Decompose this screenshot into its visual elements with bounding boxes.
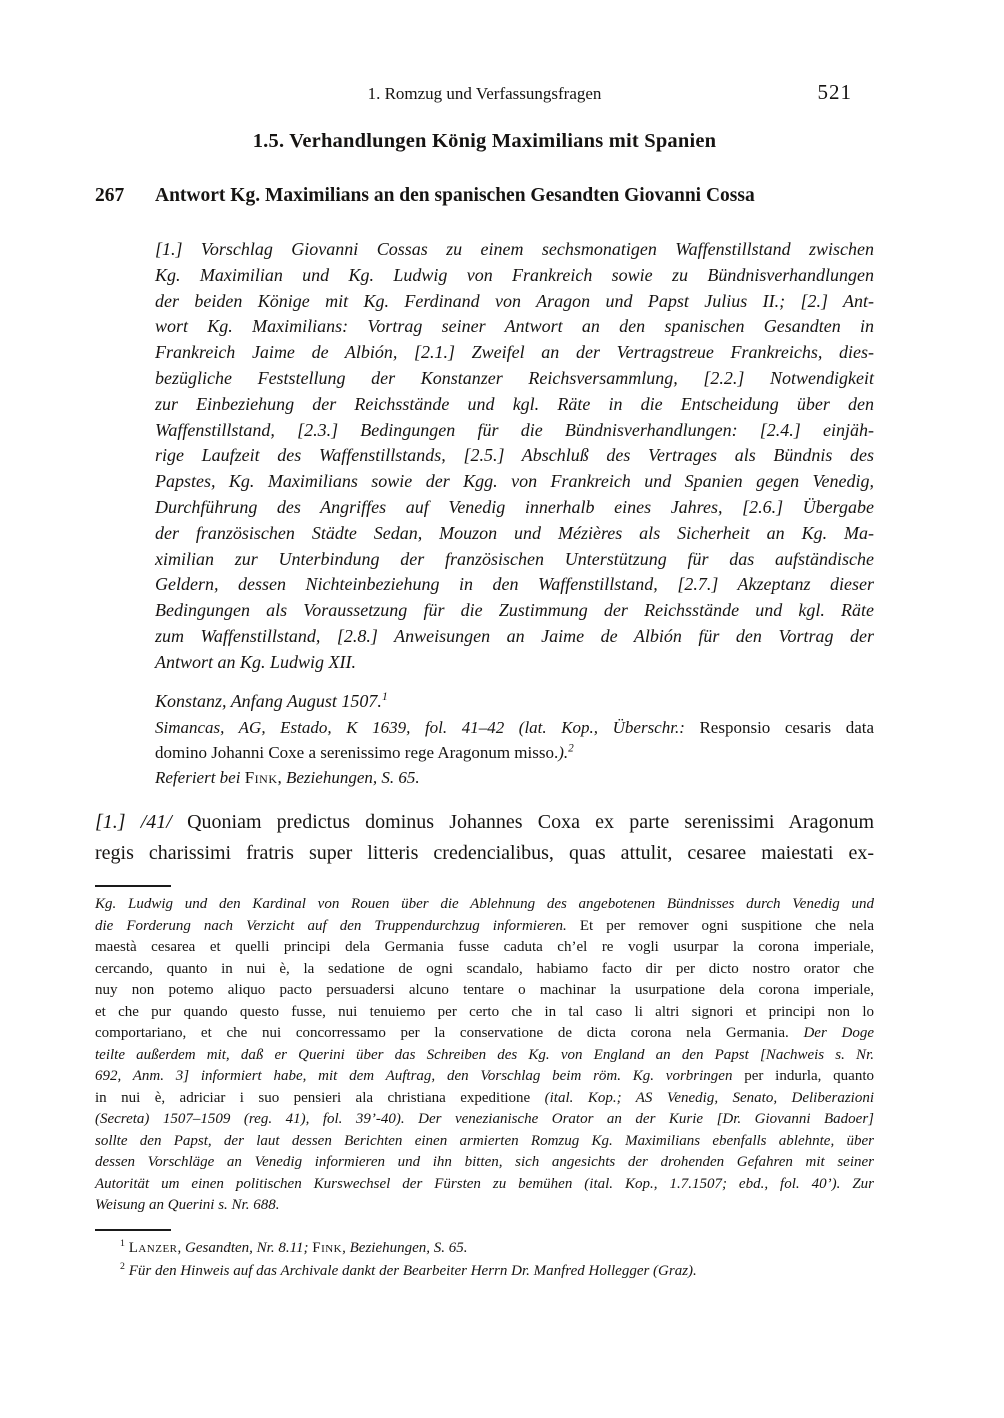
footnote-line	[95, 1109, 874, 1131]
text-run: Für den Hinweis auf das Archivale dankt der Bearbeiter Herrn Dr. Manfred Hollegger (Graz).	[128, 1262, 697, 1279]
text-run: bezügliche Feststellung der Konstanzer Reichsversammlung, [2.2.] Notwendigkeit	[155, 367, 874, 388]
text-run: Kg. Maximilian und Kg. Ludwig von Frankreich sowie zu Bündnisverhandlungen	[155, 264, 874, 285]
archive-reference	[155, 715, 874, 791]
running-header-row	[95, 80, 874, 110]
text-run: dessen Vorschläge an Venedig informieren und ihn bitten, sich angesichts der drohenden Gefahren mit seiner	[95, 1154, 874, 1171]
text-run: Referiert bei	[155, 767, 245, 787]
footnote-line	[95, 959, 874, 981]
footnote-separator	[95, 885, 171, 887]
text-run: ,	[342, 1239, 350, 1256]
summary-line	[155, 392, 874, 418]
summary-line	[155, 366, 874, 392]
text-run: Antwort an Kg. Ludwig XII.	[155, 651, 357, 672]
summary-line	[155, 289, 874, 315]
summary-line	[155, 263, 874, 289]
running-header: 1. Romzug und Verfassungsfragen	[367, 84, 602, 103]
text-run: die Forderung nach Verzicht auf den Truppendurchzug informieren.	[95, 917, 580, 934]
text-run: Kg. Ludwig und den Kardinal von Rouen über die Ablehnung des angebotenen Bündnisses durch Venedig und	[95, 896, 874, 913]
footnote-entry	[120, 1237, 874, 1260]
text-run: der französischen Städte Sedan, Mouzon und Mézières als Sicherheit an Kg. Ma-	[155, 522, 874, 543]
summary-line	[155, 547, 874, 573]
text-run: Durchführung des Angriffes auf Venedig innerhalb eines Jahres, [2.6.] Übergabe	[155, 496, 874, 517]
text-run: Autorität um einen politischen Kurswechsel der Fürsten zu bemühen (ital. Kop., 1.7.1507; ebd., fol. 40’). Zur	[95, 1175, 874, 1192]
section-heading: 1.5. Verhandlungen König Maximilians mit Spanien	[252, 130, 717, 152]
document-title: Antwort Kg. Maximilians an den spanischen Gesandten Giovanni Cossa	[155, 185, 755, 206]
footnote-line	[95, 1023, 874, 1045]
summary-line	[155, 650, 874, 676]
text-run: (Secreta) 1507–1509 (reg. 41), fol. 39’-40). Der venezianische Orator an der Kurie [Dr. Giovanni Badoer]	[95, 1111, 874, 1128]
text-run: [1.] /41/	[95, 811, 188, 834]
text-run: Responsio cesaris data	[699, 717, 875, 737]
text-run: nuy non potemo aliquo pacto persuadersi alcuno tentare o machinar la usurpatione dela corona imperiale,	[95, 982, 874, 999]
text-run: (ital. Kop.; AS Venedig, Senato, Deliberazioni	[544, 1089, 874, 1106]
text-run: der beiden Könige mit Kg. Ferdinand von Aragon und Papst Julius II.; [2.] Ant-	[155, 290, 874, 311]
text-run: domino Johanni Coxe a serenissimo rege Aragonum misso.	[155, 742, 559, 762]
text-run: 2	[568, 742, 574, 755]
summary-line	[155, 237, 874, 263]
archive-line	[155, 740, 874, 765]
date-line	[155, 689, 874, 714]
text-run: ,	[277, 767, 286, 787]
text-run: Papstes, Kg. Maximilians sowie der Kgg. von Frankreich und Spanien gegen Venedig,	[155, 471, 874, 492]
text-run: Konstanz, Anfang August 1507.	[155, 690, 382, 711]
main-text-line	[95, 807, 874, 838]
main-text-line	[95, 838, 874, 869]
summary-line	[155, 521, 874, 547]
text-run: Frankreich Jaime de Albión, [2.1.] Zweifel an der Vertragstreue Frankreichs, dies-	[155, 342, 874, 363]
text-run: sollte den Papst, der laut dessen Berichten einen armierten Romzug Kg. Maximilians ebenfalls ablehnte, über	[95, 1132, 874, 1149]
footnote-line	[95, 1195, 874, 1217]
numbered-footnotes	[95, 1237, 874, 1283]
footnote-line	[95, 1152, 874, 1174]
footnote-line	[95, 980, 874, 1002]
text-run: rige Laufzeit des Waffenstillstands, [2.5.] Abschluß des Vertrages als Bündnis des	[155, 445, 874, 466]
summary-line	[155, 572, 874, 598]
text-run: regis charissimi fratris super litteris credencialibus, quas attulit, cesaree maiestati ex-	[95, 842, 874, 865]
summary-line	[155, 469, 874, 495]
text-run: Bedingungen als Voraussetzung für die Zustimmung der Reichsstände und kgl. Räte	[155, 600, 874, 621]
summary-line	[155, 418, 874, 444]
text-run: comportariano, et che nui concorressamo per la conservatione de dicta corona nela Germania.	[95, 1025, 804, 1042]
text-run: Geldern, dessen Nichteinbeziehung in den Waffenstillstand, [2.7.] Akzeptanz dieser	[155, 574, 874, 595]
text-run: per indurla, quanto	[744, 1068, 874, 1085]
document-heading	[95, 184, 874, 208]
footnote-line	[95, 1131, 874, 1153]
footnote-line	[95, 894, 874, 916]
text-run: 1	[381, 688, 388, 703]
text-run: ,	[177, 1239, 186, 1256]
summary-paragraph	[155, 237, 874, 676]
text-run: Waffenstillstand, [2.3.] Bedingungen für die Bündnisverhandlungen: [2.4.] einjäh-	[155, 419, 874, 440]
text-run: et che pur quando questo fusse, nui tenuiemo per certo che in tal caso li altri signori et principi non lo	[95, 1003, 874, 1020]
text-run: zum Waffenstillstand, [2.8.] Anweisungen an Jaime de Albión für den Vortrag der	[155, 625, 874, 646]
text-run: Gesandten, Nr. 8.11;	[185, 1239, 313, 1256]
text-run: teilte außerdem mit, daß er Querini über das Schreiben des Kg. von England an den Papst [Nachweis s. Nr.	[95, 1046, 874, 1063]
footnote-line	[95, 1002, 874, 1024]
summary-line	[155, 624, 874, 650]
summary-line	[155, 314, 874, 340]
summary-line	[155, 598, 874, 624]
text-run: Beziehungen, S. 65.	[286, 767, 420, 787]
footnote-separator-2	[95, 1229, 171, 1231]
summary-line	[155, 443, 874, 469]
text-run: Et per remover ogni suspitione che nela	[579, 917, 874, 934]
page-number: 521	[817, 80, 852, 104]
document-number: 267	[95, 185, 125, 206]
text-run: in nui è, adriciar i suo pensieri ala christiana expeditione	[95, 1089, 545, 1106]
footnote-line	[95, 1066, 874, 1088]
footnote-line	[95, 1045, 874, 1067]
text-run: [1.] Vorschlag Giovanni Cossas zu einem sechsmonatigen Waffenstillstand zwischen	[155, 239, 874, 259]
text-run: 1	[120, 1237, 125, 1249]
archive-line	[155, 715, 874, 740]
text-run: Quoniam predictus dominus Johannes Coxa ex parte serenissimi Aragonum	[187, 811, 874, 834]
text-run: Fink	[244, 767, 278, 787]
main-text	[95, 807, 874, 869]
summary-line	[155, 495, 874, 521]
footnote-continuation	[95, 894, 874, 1217]
footnote-line	[95, 937, 874, 959]
footnote-line	[95, 916, 874, 938]
footnote-line	[95, 1174, 874, 1196]
text-run: cercando, quanto in nui è, la sedatione de ogni scandalo, habiamo facto dir per dicto nostro orator che	[95, 960, 874, 977]
text-run: Lanzer	[128, 1239, 178, 1256]
text-run: ximilian zur Unterbindung der französischen Unterstützung für das aufständische	[155, 548, 874, 569]
text-run: Fink	[312, 1239, 343, 1256]
text-run: maestà cesarea et quelli principi dela Germania fusse caduta ch’el re vogli usurpar la corona imperiale,	[95, 939, 874, 956]
text-run: 692, Anm. 3] informiert habe, mit dem Auftrag, den Vorschlag beim röm. Kg. vorbringen	[95, 1068, 745, 1085]
text-run: Der Doge	[803, 1025, 874, 1042]
text-run: Beziehungen, S. 65.	[349, 1239, 468, 1256]
text-run: Weisung an Querini s. Nr. 688.	[95, 1197, 280, 1214]
text-run: ).	[558, 742, 569, 762]
footnote-line	[95, 1088, 874, 1110]
footnote-entry	[120, 1260, 874, 1283]
text-run: Simancas, AG, Estado, K 1639, fol. 41–42 (lat. Kop., Überschr.:	[155, 717, 700, 737]
text-run: zur Einbeziehung der Reichsstände und kgl. Räte in die Entscheidung über den	[155, 393, 874, 414]
summary-line	[155, 340, 874, 366]
text-run: wort Kg. Maximilians: Vortrag seiner Antwort an den spanischen Gesandten in	[155, 316, 874, 337]
text-run: 2	[120, 1260, 125, 1272]
archive-line	[155, 765, 874, 790]
